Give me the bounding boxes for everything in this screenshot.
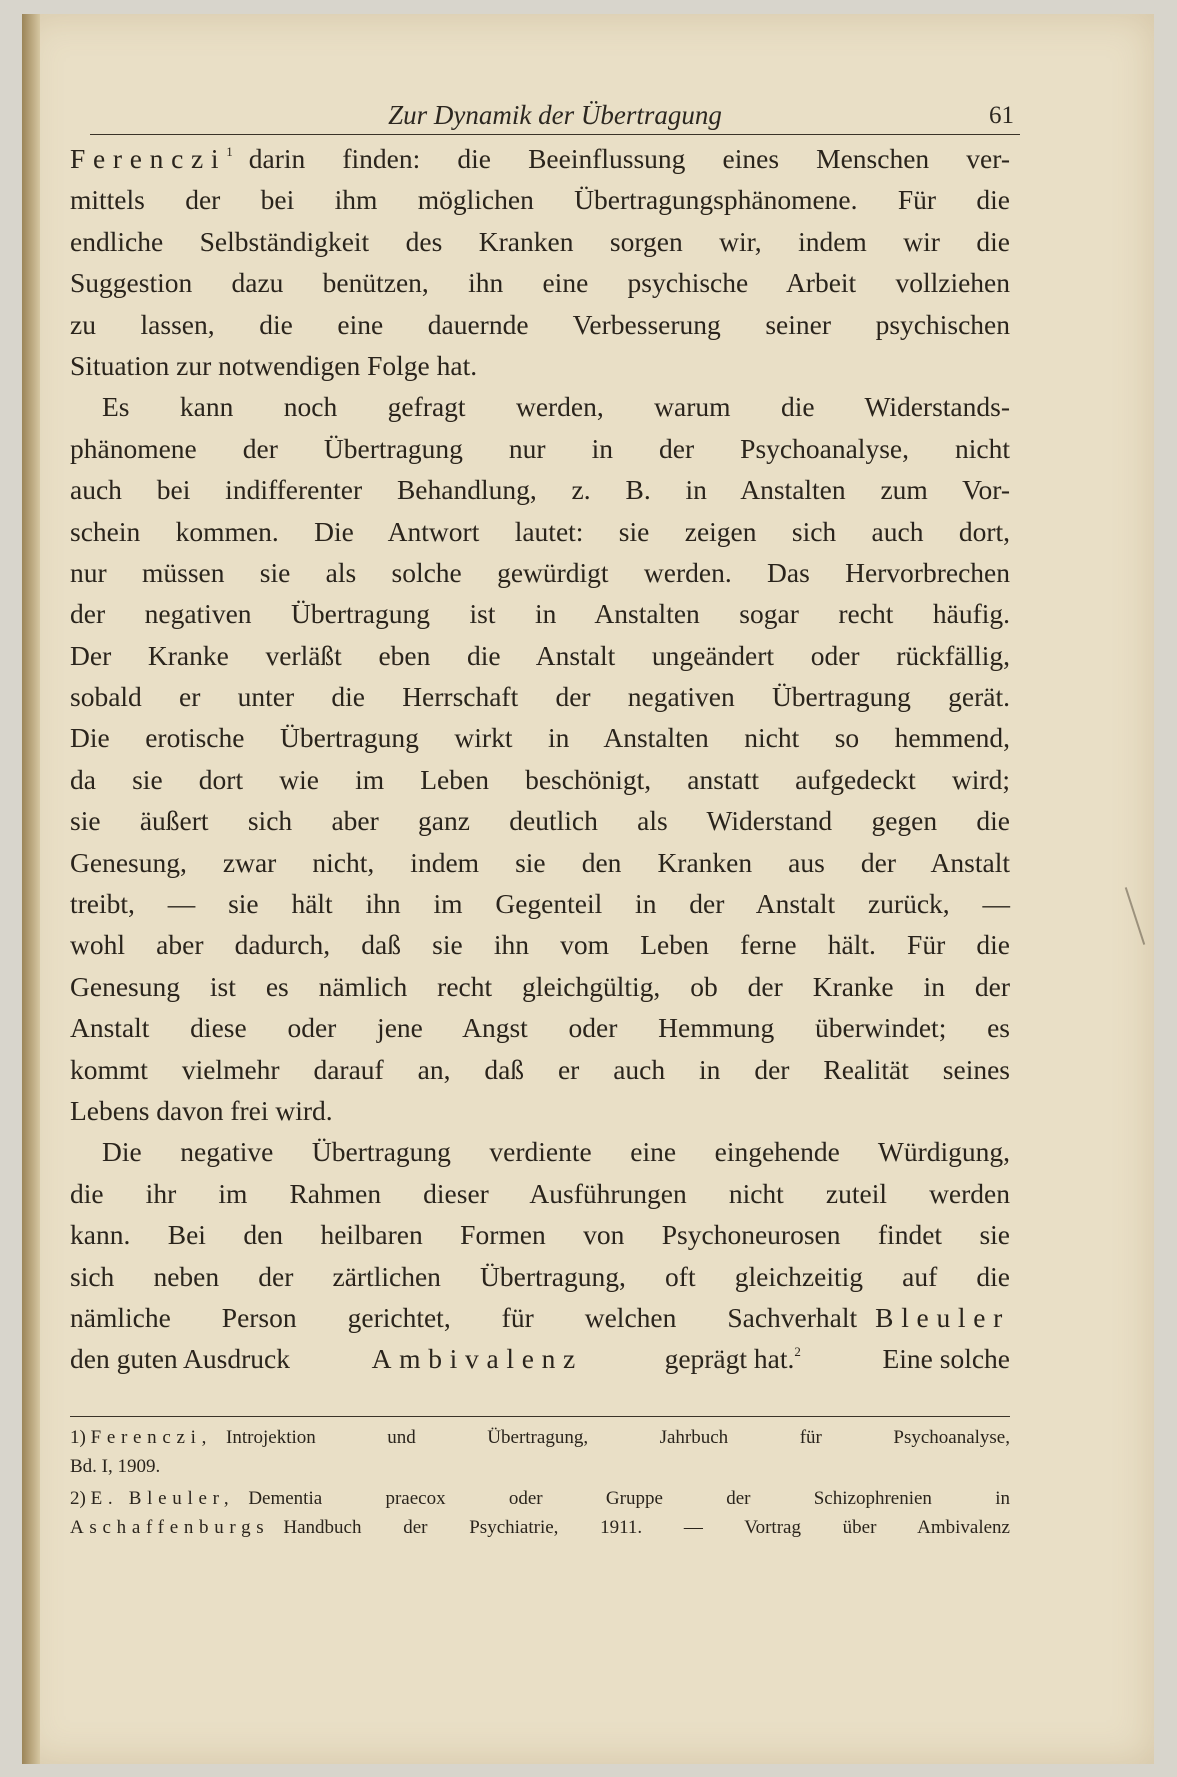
line-text: die ihr im Rahmen dieser Ausführungen nicht zuteil werden: [70, 1177, 1010, 1209]
footnote-1-cont: [70, 1452, 1010, 1481]
text-line: [70, 345, 1010, 386]
footnote-author: Ferenczi,: [90, 1427, 213, 1448]
text-line: [70, 1131, 1010, 1172]
footnote-2-cont: [70, 1513, 1010, 1542]
text-line: [70, 1297, 1010, 1338]
text-line: [70, 1214, 1010, 1255]
text-line: [70, 138, 1010, 179]
text-line: [70, 1007, 1010, 1048]
line-text: darin finden: die Beeinflussung eines Menschen ver-: [248, 143, 1010, 174]
footnote-ref-1[interactable]: 1: [226, 144, 233, 159]
text-line: [70, 1256, 1010, 1297]
line-text: nämliche Person gerichtet, für welchen Sachverhalt: [70, 1301, 858, 1333]
footnote-1: [70, 1423, 1010, 1452]
line-text: auch bei indifferenter Behandlung, z. B. in Anstalten zum Vor-: [70, 474, 1010, 506]
footnote-author: E. Bleuler,: [90, 1488, 235, 1509]
text-line: [70, 428, 1010, 469]
footnote-text: Handbuch der Psychiatrie, 1911. — Vortrag über Ambivalenz: [283, 1517, 1010, 1538]
line-text: phänomene der Übertragung nur in der Psychoanalyse, nicht: [70, 432, 1010, 464]
line-text: den guten Ausdruck: [70, 1343, 290, 1375]
line-text: Der Kranke verläßt eben die Anstalt ungeändert oder rückfällig,: [70, 639, 1010, 671]
page-number: 61: [989, 102, 1014, 129]
text-line: [70, 635, 1010, 676]
author-name-bleuler: Bleuler: [875, 1301, 1010, 1333]
footnote-marker: 1): [70, 1427, 86, 1448]
author-name-ferenczi: Ferenczi: [70, 143, 227, 174]
text-line: [70, 386, 1010, 427]
text-line: [70, 511, 1010, 552]
text-line: [70, 842, 1010, 883]
text-line: [70, 262, 1010, 303]
text-line: [70, 221, 1010, 262]
text-line: [70, 717, 1010, 758]
line-text: sie äußert sich aber ganz deutlich als Widerstand gegen die: [70, 805, 1010, 837]
footnote-2: [70, 1484, 1010, 1513]
line-text: mittels der bei ihm möglichen Übertragungsphänomene. Für die: [70, 184, 1010, 216]
line-text: da sie dort wie im Leben beschönigt, anstatt aufgedeckt wird;: [70, 763, 1010, 795]
text-line: [70, 924, 1010, 965]
margin-pencil-mark: [1125, 887, 1145, 945]
line-text: treibt, — sie hält ihn im Gegenteil in der Anstalt zurück, —: [70, 888, 1010, 920]
text-line: [70, 179, 1010, 220]
text-line: [70, 676, 1010, 717]
line-text: Suggestion dazu benützen, ihn eine psychische Arbeit vollziehen: [70, 267, 1010, 299]
text-line: [70, 304, 1010, 345]
line-text: Die negative Übertragung verdiente eine eingehende Würdigung,: [102, 1136, 1010, 1168]
line-text: schein kommen. Die Antwort lautet: sie zeigen sich auch dort,: [70, 515, 1010, 547]
footnote-ref-2[interactable]: 2: [794, 1344, 801, 1360]
text-line: [70, 800, 1010, 841]
text-line: [70, 469, 1010, 510]
running-title: Zur Dynamik der Übertragung: [388, 100, 722, 130]
text-line: [70, 1049, 1010, 1090]
footnotes: [70, 1416, 1010, 1542]
line-text: nur müssen sie als solche gewürdigt werden. Das Hervorbrechen: [70, 556, 1010, 588]
line-text: Die erotische Übertragung wirkt in Anstalten nicht so hemmend,: [70, 722, 1010, 754]
footnote-editor: Aschaffenburgs: [70, 1517, 270, 1538]
text-line: [70, 552, 1010, 593]
line-text: kann. Bei den heilbaren Formen von Psychoneurosen findet sie: [70, 1219, 1010, 1251]
page-header: [90, 90, 1020, 135]
footnote-text: Introjektion und Übertragung, Jahrbuch für Psychoanalyse,: [226, 1427, 1010, 1448]
book-page: [22, 14, 1154, 1764]
line-text: Es kann noch gefragt werden, warum die Widerstands-: [102, 391, 1010, 423]
footnote-text: Bd. I, 1909.: [70, 1456, 161, 1477]
footnote-text: Dementia praecox oder Gruppe der Schizophrenien in: [248, 1488, 1010, 1509]
text-line: [70, 966, 1010, 1007]
line-text: sobald er unter die Herrschaft der negativen Übertragung gerät.: [70, 681, 1010, 713]
term-ambivalenz: Ambivalenz: [371, 1343, 583, 1375]
text-line: [70, 1090, 1010, 1131]
line-text: Eine solche: [882, 1343, 1010, 1375]
page-gutter-shadow: [22, 14, 40, 1764]
footnote-marker: 2): [70, 1488, 86, 1509]
text-line: [70, 883, 1010, 924]
line-text: endliche Selbständigkeit des Kranken sorgen wir, indem wir die: [70, 225, 1010, 257]
line-text: geprägt hat.: [664, 1343, 795, 1375]
line-text: wohl aber dadurch, daß sie ihn vom Leben ferne hält. Für die: [70, 929, 1010, 961]
line-text: der negativen Übertragung ist in Anstalten sogar recht häufig.: [70, 598, 1010, 630]
text-line: [70, 1173, 1010, 1214]
line-text: Situation zur notwendigen Folge hat.: [70, 349, 478, 381]
text-line: [70, 593, 1010, 634]
line-text: kommt vielmehr darauf an, daß er auch in der Realität seines: [70, 1053, 1010, 1085]
body-text: [70, 138, 1010, 1380]
line-text: sich neben der zärtlichen Übertragung, oft gleichzeitig auf die: [70, 1260, 1010, 1292]
line-text: Anstalt diese oder jene Angst oder Hemmung überwindet; es: [70, 1012, 1010, 1044]
line-text: Lebens davon frei wird.: [70, 1094, 333, 1126]
line-text: zu lassen, die eine dauernde Verbesserung seiner psychischen: [70, 308, 1010, 340]
line-text: Genesung, zwar nicht, indem sie den Kranken aus der Anstalt: [70, 846, 1010, 878]
text-line: [70, 1338, 1010, 1379]
line-text: Genesung ist es nämlich recht gleichgültig, ob der Kranke in der: [70, 970, 1010, 1002]
text-line: [70, 759, 1010, 800]
